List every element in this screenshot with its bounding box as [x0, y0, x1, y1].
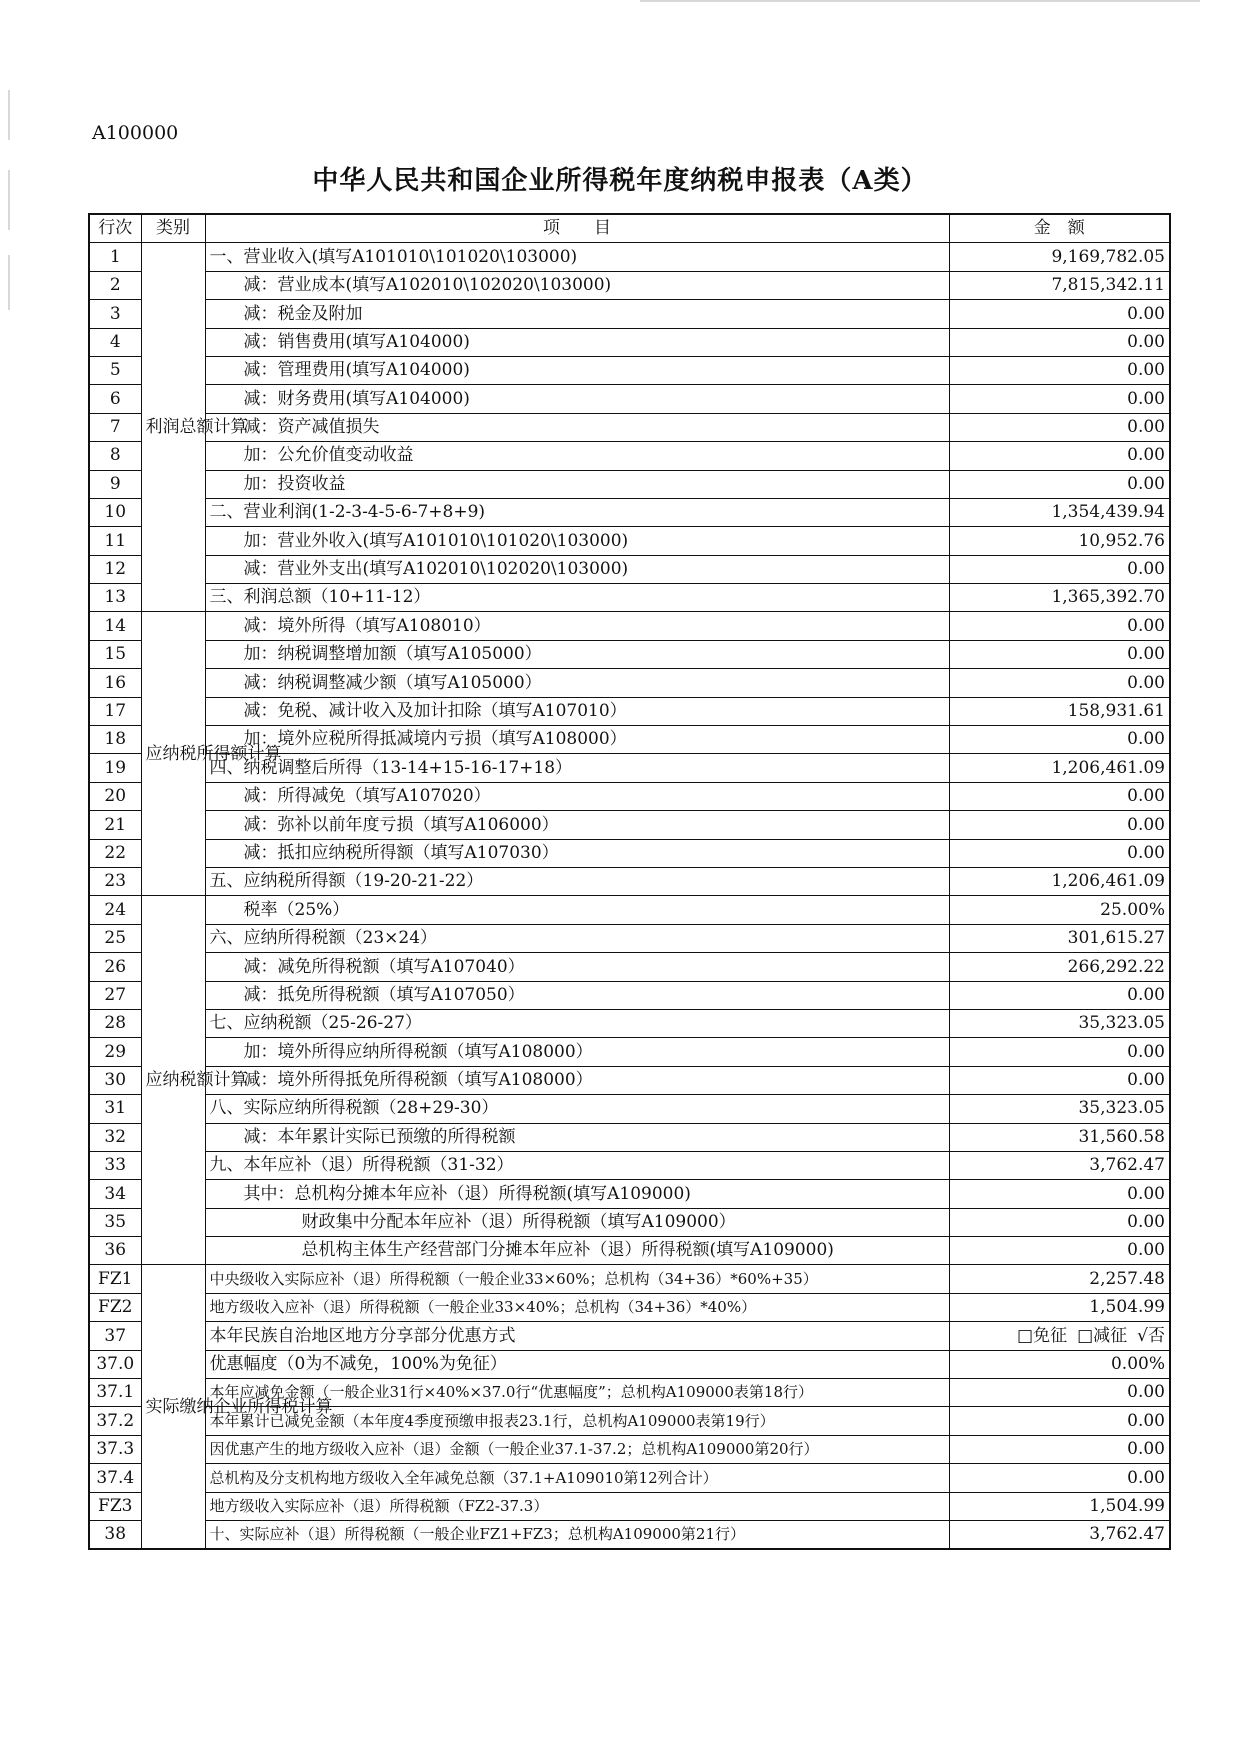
item-description: 本年应减免金额（一般企业31行×40%×37.0行“优惠幅度”；总机构A109000表第18行） [205, 1379, 949, 1407]
row-number: 9 [89, 470, 141, 498]
table-row [89, 1180, 1170, 1208]
preference-option: √否 [1137, 1325, 1165, 1346]
item-description: 加：公允价值变动收益 [205, 442, 949, 470]
row-number: 26 [89, 953, 141, 981]
amount-value: 1,206,461.09 [949, 754, 1170, 782]
amount-value: 35,323.05 [949, 1095, 1170, 1123]
table-row [89, 356, 1170, 384]
row-number: 37.1 [89, 1379, 141, 1407]
table-row [89, 1038, 1170, 1066]
form-title: 中华人民共和国企业所得税年度纳税申报表（A类） [312, 166, 928, 196]
amount-value: 35,323.05 [949, 1009, 1170, 1037]
item-description: 加：境外应税所得抵减境内亏损（填写A108000） [205, 726, 949, 754]
amount-value: 0.00 [949, 1407, 1170, 1435]
item-description: 减：弥补以前年度亏损（填写A106000） [205, 811, 949, 839]
row-number: 32 [89, 1123, 141, 1151]
table-row [89, 1123, 1170, 1151]
item-description: 本年民族自治地区地方分享部分优惠方式 [205, 1322, 949, 1350]
row-number: 17 [89, 697, 141, 725]
amount-value: 3,762.47 [949, 1520, 1170, 1549]
row-number: 19 [89, 754, 141, 782]
table-row [89, 697, 1170, 725]
row-number: 38 [89, 1520, 141, 1549]
row-number: 8 [89, 442, 141, 470]
item-description: 中央级收入实际应补（退）所得税额（一般企业33×60%；总机构（34+36）*60%+35） [205, 1265, 949, 1293]
table-row [89, 1208, 1170, 1236]
row-number: 3 [89, 300, 141, 328]
tax-return-table [88, 213, 1171, 1550]
amount-value: 0.00 [949, 726, 1170, 754]
row-number: 30 [89, 1066, 141, 1094]
table-row [89, 1066, 1170, 1094]
item-description: 减：销售费用(填写A104000) [205, 328, 949, 356]
item-description: 财政集中分配本年应补（退）所得税额（填写A109000） [205, 1208, 949, 1236]
row-number: 7 [89, 413, 141, 441]
item-description: 减：管理费用(填写A104000) [205, 356, 949, 384]
item-description: 因优惠产生的地方级收入应补（退）金额（一般企业37.1-37.2；总机构A109000第20行） [205, 1435, 949, 1463]
header-item: 项 目 [205, 214, 949, 243]
item-description: 七、应纳税额（25-26-27） [205, 1009, 949, 1037]
row-number: 13 [89, 584, 141, 612]
table-row [89, 981, 1170, 1009]
amount-value: 1,206,461.09 [949, 867, 1170, 895]
amount-value: 0.00 [949, 442, 1170, 470]
item-description: 十、实际应补（退）所得税额（一般企业FZ1+FZ3；总机构A109000第21行） [205, 1520, 949, 1549]
category-label: 实际缴纳企业所得税计算 [141, 1265, 205, 1549]
row-number: 2 [89, 271, 141, 299]
row-number: FZ1 [89, 1265, 141, 1293]
item-description: 其中：总机构分摊本年应补（退）所得税额(填写A109000) [205, 1180, 949, 1208]
row-number: 15 [89, 640, 141, 668]
table-row [89, 754, 1170, 782]
table-row [89, 498, 1170, 526]
table-row [89, 555, 1170, 583]
table-row [89, 1435, 1170, 1463]
item-description: 六、应纳所得税额（23×24） [205, 924, 949, 952]
table-row [89, 1407, 1170, 1435]
amount-value: 0.00 [949, 1435, 1170, 1463]
category-label: 利润总额计算 [141, 243, 205, 612]
item-description: 四、纳税调整后所得（13-14+15-16-17+18） [205, 754, 949, 782]
amount-value: 1,365,392.70 [949, 584, 1170, 612]
item-description: 总机构及分支机构地方级收入全年减免总额（37.1+A109010第12列合计） [205, 1464, 949, 1492]
row-number: 21 [89, 811, 141, 839]
table-row [89, 1237, 1170, 1265]
item-description: 二、营业利润(1-2-3-4-5-6-7+8+9) [205, 498, 949, 526]
row-number: 36 [89, 1237, 141, 1265]
item-description: 一、营业收入(填写A101010\101020\103000) [205, 243, 949, 271]
row-number: 37.2 [89, 1407, 141, 1435]
amount-value: 0.00 [949, 413, 1170, 441]
row-number: 20 [89, 782, 141, 810]
row-number: 10 [89, 498, 141, 526]
form-code: A100000 [92, 122, 179, 144]
amount-value: 0.00 [949, 669, 1170, 697]
amount-value: 1,354,439.94 [949, 498, 1170, 526]
row-number: 28 [89, 1009, 141, 1037]
header-category: 类别 [141, 214, 205, 243]
row-number: 16 [89, 669, 141, 697]
table-row [89, 640, 1170, 668]
amount-value: 0.00 [949, 811, 1170, 839]
table-row [89, 1293, 1170, 1321]
table-row [89, 1350, 1170, 1378]
item-description: 加：境外所得应纳所得税额（填写A108000） [205, 1038, 949, 1066]
table-row [89, 1322, 1170, 1350]
row-number: 18 [89, 726, 141, 754]
amount-value: 2,257.48 [949, 1265, 1170, 1293]
amount-value: 0.00 [949, 470, 1170, 498]
item-description: 减：所得减免（填写A107020） [205, 782, 949, 810]
row-number: 35 [89, 1208, 141, 1236]
item-description: 加：投资收益 [205, 470, 949, 498]
item-description: 本年累计已减免金额（本年度4季度预缴申报表23.1行，总机构A109000表第19行） [205, 1407, 949, 1435]
row-number: 37.0 [89, 1350, 141, 1378]
table-row [89, 782, 1170, 810]
table-row [89, 1492, 1170, 1520]
amount-value: 10,952.76 [949, 527, 1170, 555]
row-number: 6 [89, 385, 141, 413]
row-number: 14 [89, 612, 141, 640]
table-row [89, 1151, 1170, 1179]
item-description: 五、应纳税所得额（19-20-21-22） [205, 867, 949, 895]
amount-value: 7,815,342.11 [949, 271, 1170, 299]
header-amount: 金 额 [949, 214, 1170, 243]
item-description: 地方级收入实际应补（退）所得税额（FZ2-37.3） [205, 1492, 949, 1520]
row-number: 25 [89, 924, 141, 952]
scan-edge-mark [640, 0, 1200, 2]
item-description: 减：营业外支出(填写A102010\102020\103000) [205, 555, 949, 583]
table-row [89, 300, 1170, 328]
row-number: 37.4 [89, 1464, 141, 1492]
amount-value: 0.00 [949, 1066, 1170, 1094]
table-row [89, 953, 1170, 981]
row-number: 34 [89, 1180, 141, 1208]
amount-value: 0.00 [949, 1464, 1170, 1492]
table-header-row [89, 214, 1170, 243]
item-description: 减：免税、减计收入及加计扣除（填写A107010） [205, 697, 949, 725]
item-description: 优惠幅度（0为不减免，100%为免征） [205, 1350, 949, 1378]
table-row [89, 470, 1170, 498]
item-description: 三、利润总额（10+11-12） [205, 584, 949, 612]
table-row [89, 1095, 1170, 1123]
amount-value: 0.00 [949, 328, 1170, 356]
row-number: 37.3 [89, 1435, 141, 1463]
table-row [89, 243, 1170, 271]
amount-value: 0.00 [949, 782, 1170, 810]
amount-value: 1,504.99 [949, 1492, 1170, 1520]
amount-value: 0.00 [949, 1038, 1170, 1066]
item-description: 减：境外所得抵免所得税额（填写A108000） [205, 1066, 949, 1094]
row-number: 33 [89, 1151, 141, 1179]
amount-value: 0.00 [949, 1180, 1170, 1208]
amount-value: 266,292.22 [949, 953, 1170, 981]
amount-value: 25.00% [949, 896, 1170, 924]
row-number: 1 [89, 243, 141, 271]
row-number: 11 [89, 527, 141, 555]
table-row [89, 413, 1170, 441]
item-description: 九、本年应补（退）所得税额（31-32） [205, 1151, 949, 1179]
row-number: 12 [89, 555, 141, 583]
amount-value: 0.00 [949, 1379, 1170, 1407]
item-description: 减：纳税调整减少额（填写A105000） [205, 669, 949, 697]
row-number: 22 [89, 839, 141, 867]
row-number: 29 [89, 1038, 141, 1066]
table-body [89, 214, 1170, 1549]
row-number: 23 [89, 867, 141, 895]
table-row [89, 839, 1170, 867]
row-number: FZ2 [89, 1293, 141, 1321]
item-description: 税率（25%） [205, 896, 949, 924]
amount-value: 0.00 [949, 981, 1170, 1009]
amount-value: 0.00 [949, 640, 1170, 668]
item-description: 减：税金及附加 [205, 300, 949, 328]
item-description: 减：财务费用(填写A104000) [205, 385, 949, 413]
table-row [89, 669, 1170, 697]
table-row [89, 328, 1170, 356]
row-number: 4 [89, 328, 141, 356]
amount-value: 3,762.47 [949, 1151, 1170, 1179]
table-row [89, 1009, 1170, 1037]
item-description: 减：境外所得（填写A108010） [205, 612, 949, 640]
item-description: 八、实际应纳所得税额（28+29-30） [205, 1095, 949, 1123]
item-description: 减：资产减值损失 [205, 413, 949, 441]
row-number: 24 [89, 896, 141, 924]
table-row [89, 612, 1170, 640]
row-number: FZ3 [89, 1492, 141, 1520]
table-row [89, 584, 1170, 612]
item-description: 减：抵扣应纳税所得额（填写A107030） [205, 839, 949, 867]
category-label: 应纳税所得额计算 [141, 612, 205, 896]
amount-value: 1,504.99 [949, 1293, 1170, 1321]
amount-value: 301,615.27 [949, 924, 1170, 952]
amount-value: 0.00 [949, 839, 1170, 867]
item-description: 加：营业外收入(填写A101010\101020\103000) [205, 527, 949, 555]
row-number: 5 [89, 356, 141, 384]
table-row [89, 271, 1170, 299]
table-row [89, 385, 1170, 413]
item-description: 减：营业成本(填写A102010\102020\103000) [205, 271, 949, 299]
category-label: 应纳税额计算 [141, 896, 205, 1265]
scan-edge-mark [8, 90, 10, 140]
scan-edge-mark [8, 255, 10, 310]
amount-value: 0.00 [949, 385, 1170, 413]
row-number: 37 [89, 1322, 141, 1350]
row-number: 31 [89, 1095, 141, 1123]
amount-value: 0.00 [949, 555, 1170, 583]
item-description: 总机构主体生产经营部门分摊本年应补（退）所得税额(填写A109000) [205, 1237, 949, 1265]
table-row [89, 527, 1170, 555]
amount-value: 0.00 [949, 1208, 1170, 1236]
table-row [89, 442, 1170, 470]
row-number: 27 [89, 981, 141, 1009]
table-row [89, 1464, 1170, 1492]
amount-value: 31,560.58 [949, 1123, 1170, 1151]
table-row [89, 896, 1170, 924]
table-row [89, 1520, 1170, 1549]
amount-value: 0.00 [949, 300, 1170, 328]
amount-value: 0.00 [949, 356, 1170, 384]
table-row [89, 924, 1170, 952]
table-row [89, 1265, 1170, 1293]
amount-value: 0.00 [949, 612, 1170, 640]
item-description: 地方级收入应补（退）所得税额（一般企业33×40%；总机构（34+36）*40%） [205, 1293, 949, 1321]
preference-option: □减征 [1077, 1325, 1128, 1346]
item-description: 减：抵免所得税额（填写A107050） [205, 981, 949, 1009]
preference-options [949, 1322, 1170, 1350]
preference-option: □免征 [1017, 1325, 1068, 1346]
header-row-number: 行次 [89, 214, 141, 243]
item-description: 减：减免所得税额（填写A107040） [205, 953, 949, 981]
item-description: 加：纳税调整增加额（填写A105000） [205, 640, 949, 668]
item-description: 减：本年累计实际已预缴的所得税额 [205, 1123, 949, 1151]
amount-value: 158,931.61 [949, 697, 1170, 725]
amount-value: 0.00 [949, 1237, 1170, 1265]
table-row [89, 811, 1170, 839]
table-row [89, 867, 1170, 895]
amount-value: 9,169,782.05 [949, 243, 1170, 271]
amount-value: 0.00% [949, 1350, 1170, 1378]
